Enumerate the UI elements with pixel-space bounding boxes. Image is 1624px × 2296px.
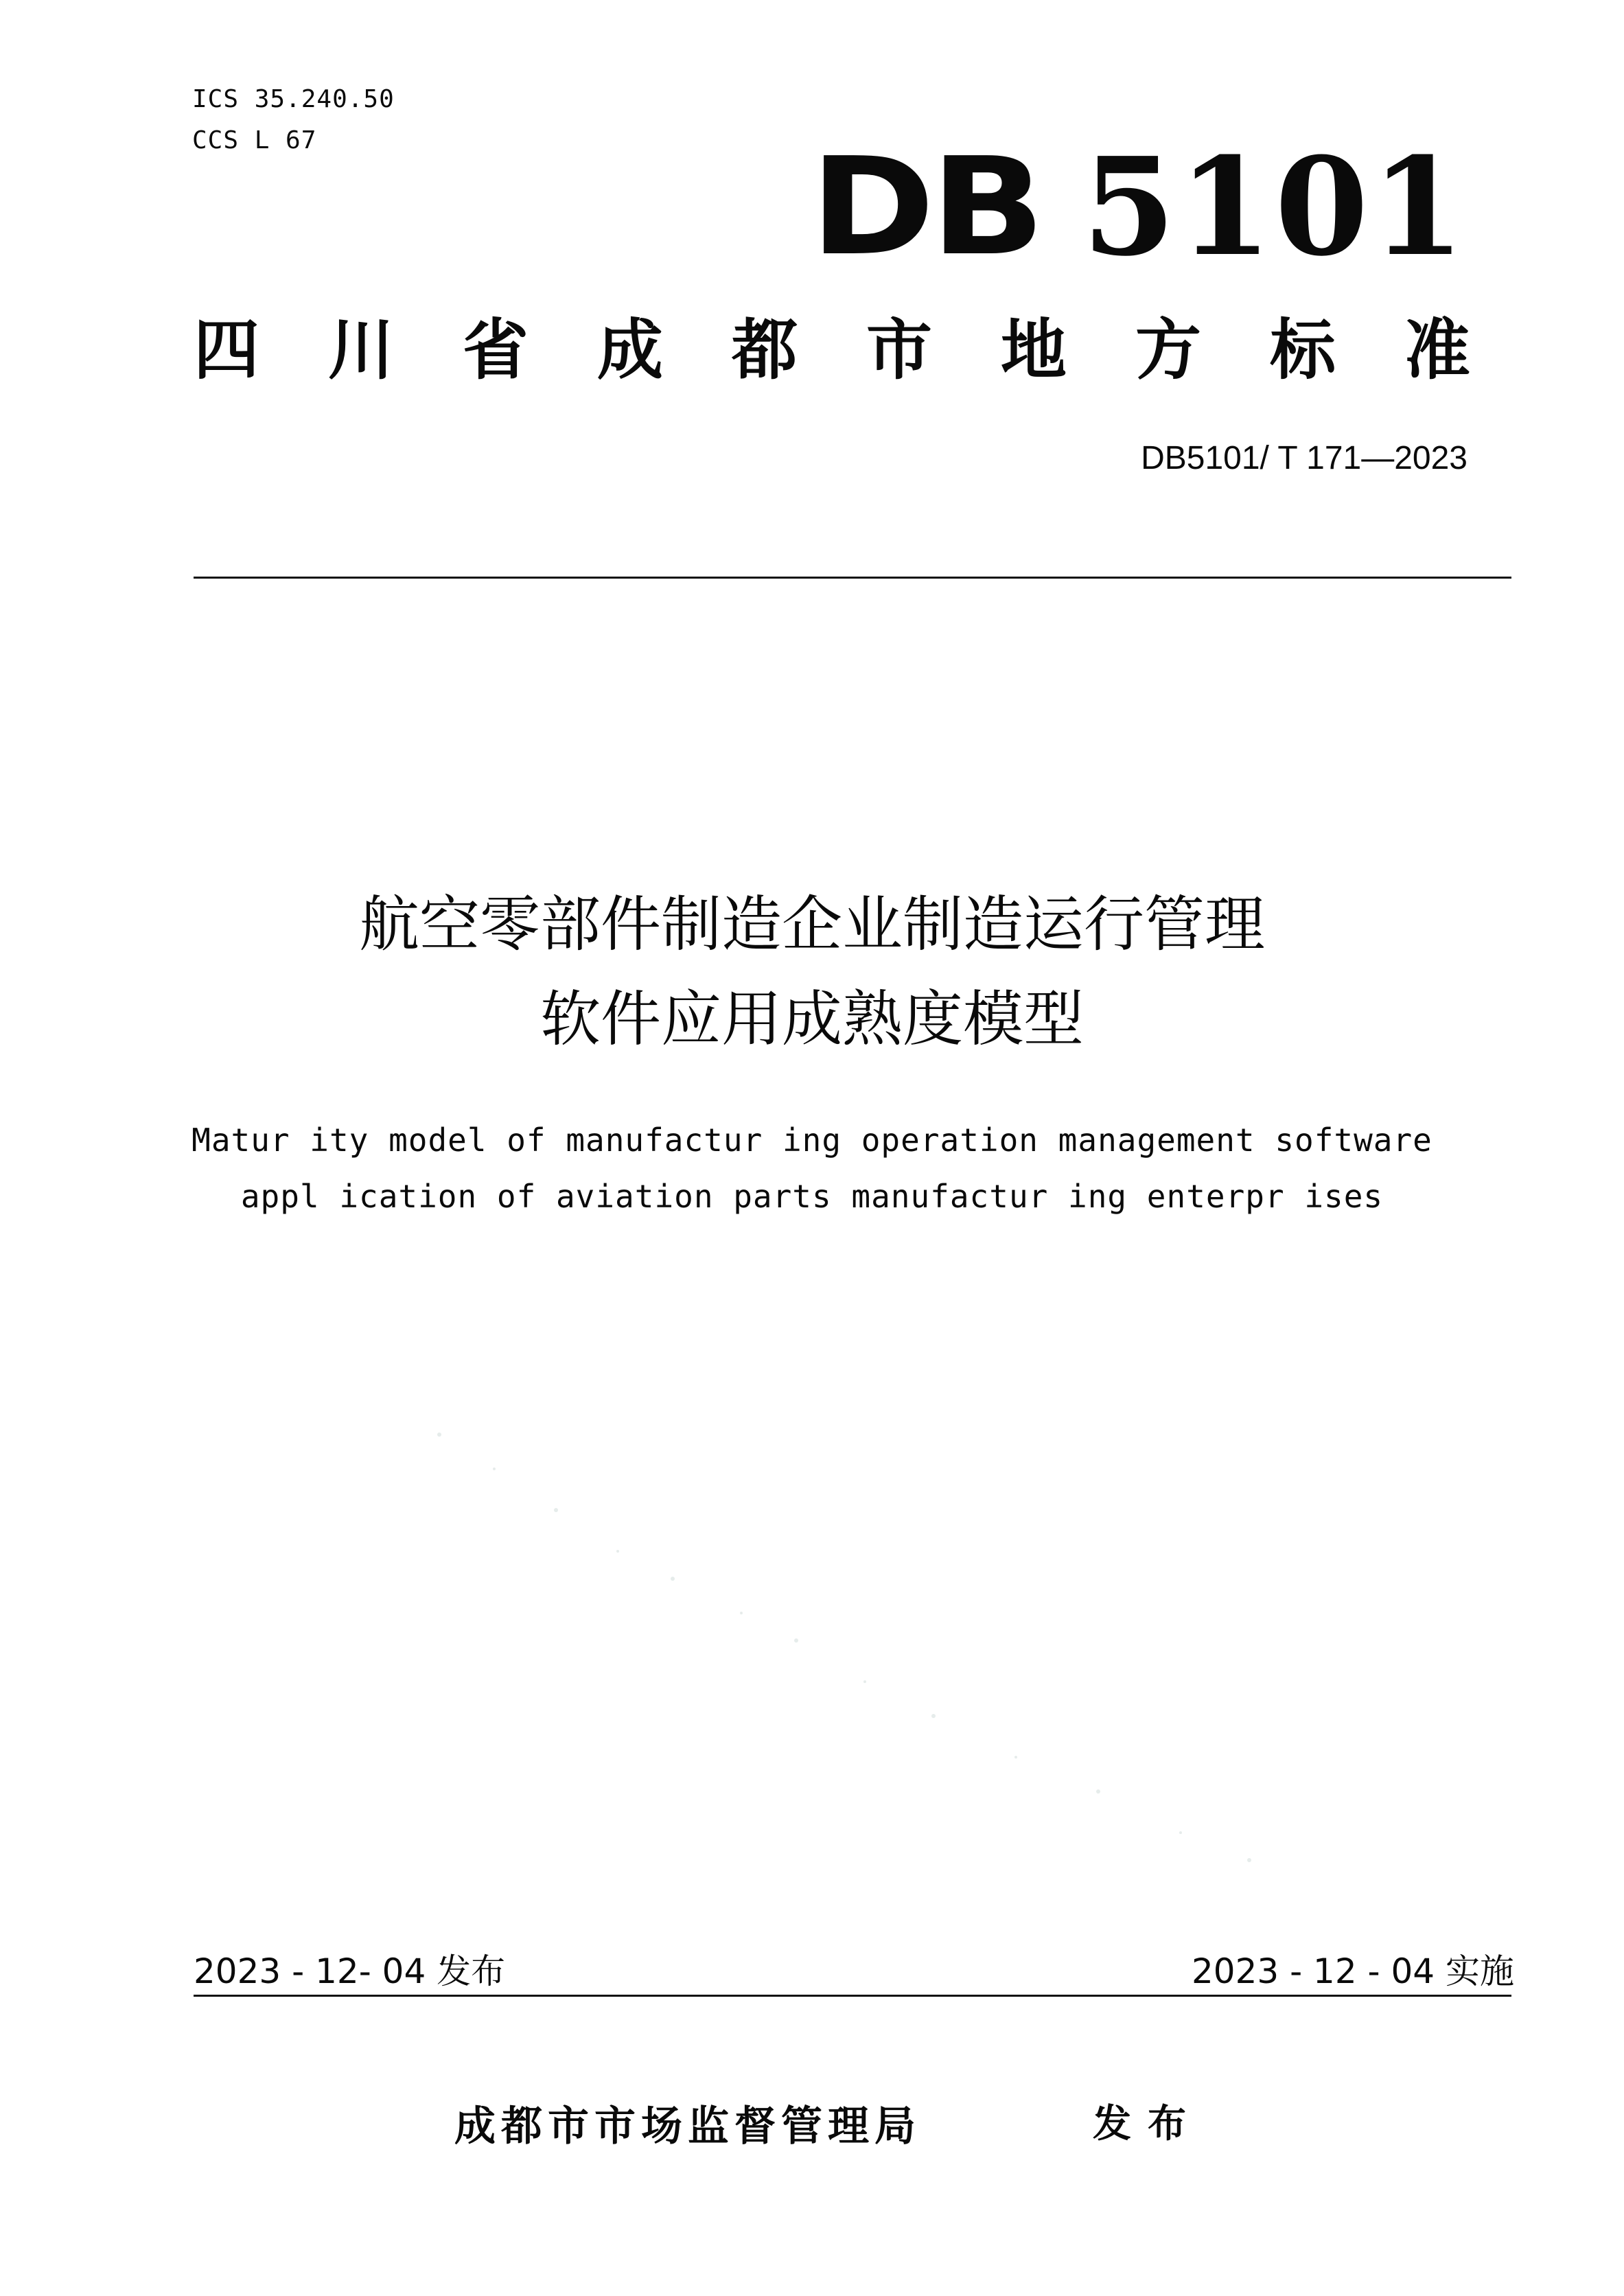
ccs-code: CCS L 67 xyxy=(192,126,317,154)
standard-type-char: 标 xyxy=(1270,312,1336,389)
issue-date: 2023 - 12- 04 发布 xyxy=(194,1951,506,1991)
publish-verb: 发布 xyxy=(1093,2102,1203,2146)
standard-type-heading xyxy=(194,314,1470,387)
standard-type-char: 省 xyxy=(463,312,529,389)
standard-type-char: 成 xyxy=(597,312,663,389)
standard-number: DB5101/ T 171—2023 xyxy=(1141,440,1468,476)
header-divider xyxy=(194,577,1511,579)
standard-type-char: 川 xyxy=(328,312,394,389)
standard-type-char: 方 xyxy=(1135,312,1201,389)
chinese-title xyxy=(0,877,1624,1067)
standard-type-char: 地 xyxy=(1001,312,1067,389)
db-letters: DB xyxy=(810,129,1041,286)
chinese-title-line-2: 软件应用成熟度模型 xyxy=(540,984,1084,1054)
implementation-date: 2023 - 12 - 04 实施 xyxy=(1191,1951,1514,1991)
background-speckle xyxy=(412,1407,1304,1888)
publisher: 成都市市场监督管理局 xyxy=(454,2102,921,2150)
db-logo xyxy=(810,128,1468,286)
ics-code: ICS 35.240.50 xyxy=(192,85,395,113)
db-number: 5101 xyxy=(1082,128,1468,286)
standard-type-char: 四 xyxy=(194,312,259,389)
standard-type-char: 都 xyxy=(732,312,798,389)
standard-type-char: 准 xyxy=(1404,312,1470,389)
english-title xyxy=(0,1112,1624,1225)
standard-type-char: 市 xyxy=(866,312,932,389)
chinese-title-line-1: 航空零部件制造企业制造运行管理 xyxy=(358,889,1265,960)
english-title-line-2: appl ication of aviation parts manufactur ing enterpr ises xyxy=(240,1178,1384,1215)
footer-divider xyxy=(194,1995,1511,1997)
english-title-line-1: Matur ity model of manufactur ing operation management software xyxy=(192,1122,1432,1159)
